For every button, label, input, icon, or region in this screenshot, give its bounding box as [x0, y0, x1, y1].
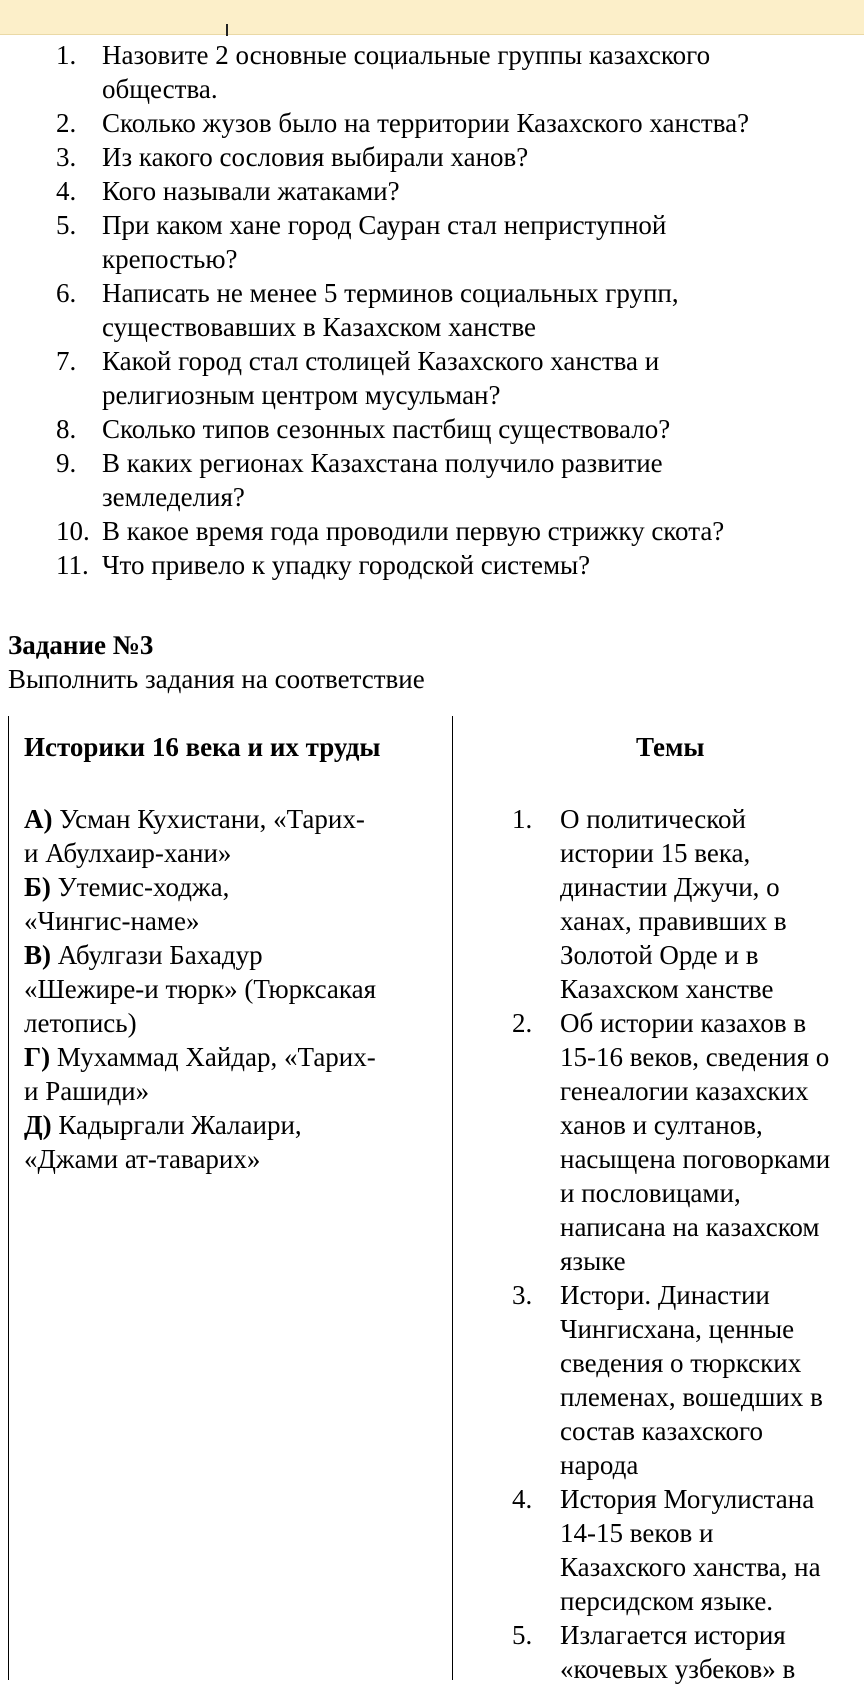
topic-number: 2.: [512, 1008, 533, 1038]
historian-text: и Рашиди»: [24, 1076, 150, 1106]
historian-text: Утемис-ходжа,: [50, 872, 230, 902]
question-text-line: Назовите 2 основные социальные группы казахского: [102, 40, 711, 70]
topic-text-line: и пословицами,: [560, 1178, 741, 1208]
historian-text: Мухаммад Хайдар, «Тарих-: [50, 1042, 376, 1072]
topic-text-line: История Могулистана: [560, 1484, 815, 1514]
topic-text-line: племенах, вошедших в: [560, 1382, 823, 1412]
question-number: 8.: [56, 414, 77, 444]
question-text-line: Сколько типов сезонных пастбищ существовало?: [102, 414, 671, 444]
topic-text-line: Золотой Орде и в: [560, 940, 759, 970]
historian-text: и Абулхаир-хани»: [24, 838, 232, 868]
question-text-line: Кого называли жатаками?: [102, 176, 400, 206]
question-text-line: Что привело к упадку городской системы?: [102, 550, 591, 580]
topic-text-line: истории 15 века,: [560, 838, 751, 868]
question-text-line: Из какого сословия выбирали ханов?: [102, 142, 529, 172]
historian-text: Усман Кухистани, «Тарих-: [52, 804, 365, 834]
question-text-line: существовавших в Казахском ханстве: [102, 312, 537, 342]
topic-text-line: народа: [560, 1450, 639, 1480]
cut-off-text-fragment: [226, 24, 228, 36]
historian-text: Кадыргали Жалаири,: [51, 1110, 302, 1140]
question-number: 5.: [56, 210, 77, 240]
topic-text-line: 14-15 веков и: [560, 1518, 714, 1548]
question-number: 1.: [56, 40, 77, 70]
question-list: [0, 38, 864, 582]
question-text-line: В каких регионах Казахстана получило развитие: [102, 448, 663, 478]
topic-text-line: Излагается история: [560, 1620, 786, 1650]
topic-text-line: Чингисхана, ценные: [560, 1314, 795, 1344]
question-text-line: Какой город стал столицей Казахского ханства и: [102, 346, 660, 376]
historian-text: Абулгази Бахадур: [51, 940, 263, 970]
question-number: 10.: [56, 516, 90, 546]
question-item: [0, 174, 864, 208]
table-header-separator-left: [8, 796, 9, 798]
topic-text-line: Казахского ханства, на: [560, 1552, 821, 1582]
topic-text-line: написана на казахском: [560, 1212, 820, 1242]
topic-text-line: насыщена поговорками: [560, 1144, 831, 1174]
question-number: 7.: [56, 346, 77, 376]
topic-text-line: Истори. Династии: [560, 1280, 770, 1310]
question-number: 2.: [56, 108, 77, 138]
question-text-line: Написать не менее 5 терминов социальных групп,: [102, 278, 679, 308]
task-title: Задание №3: [8, 630, 154, 660]
topic-number: 4.: [512, 1484, 533, 1514]
question-item: [0, 514, 864, 548]
historian-text: летопись): [24, 1008, 137, 1038]
topic-text-line: состав казахского: [560, 1416, 763, 1446]
question-number: 4.: [56, 176, 77, 206]
topic-item: [0, 1482, 830, 1618]
question-number: 6.: [56, 278, 77, 308]
question-text-line: Сколько жузов было на территории Казахского ханства?: [102, 108, 750, 138]
question-text-line: крепостью?: [102, 244, 238, 274]
question-item: [0, 276, 864, 344]
historian-text: «Шежире-и тюрк» (Тюрксакая: [24, 974, 377, 1004]
topic-text-line: династии Джучи, о: [560, 872, 780, 902]
question-item: [0, 446, 864, 514]
question-text-line: религиозным центром мусульман?: [102, 380, 501, 410]
topic-text-line: ханах, правивших в: [560, 906, 787, 936]
topics-list: [0, 802, 830, 1686]
question-text-line: земледелия?: [102, 482, 245, 512]
topic-item: [0, 802, 830, 1006]
topic-text-line: персидском языке.: [560, 1586, 774, 1616]
question-item: [0, 344, 864, 412]
question-number: 11.: [56, 550, 89, 580]
question-text-line: общества.: [102, 74, 218, 104]
historian-letter: Г): [24, 1042, 51, 1072]
topic-text-line: Об истории казахов в: [560, 1008, 807, 1038]
question-item: [0, 106, 864, 140]
topic-number: 3.: [512, 1280, 533, 1310]
topic-text-line: генеалогии казахских: [560, 1076, 809, 1106]
historian-letter: А): [24, 804, 53, 834]
topic-number: 1.: [512, 804, 533, 834]
topic-text-line: языке: [560, 1246, 626, 1276]
question-text-line: При каком хане город Сауран стал неприступной: [102, 210, 667, 240]
topic-item: [0, 1278, 830, 1482]
question-item: [0, 140, 864, 174]
topic-text-line: сведения о тюркских: [560, 1348, 802, 1378]
historian-letter: Б): [24, 872, 51, 902]
topic-text-line: ханов и султанов,: [560, 1110, 763, 1140]
historian-letter: Д): [24, 1110, 52, 1140]
topic-number: 5.: [512, 1620, 533, 1650]
topic-text-line: Казахском ханстве: [560, 974, 774, 1004]
question-text-line: В какое время года проводили первую стрижку скота?: [102, 516, 725, 546]
table-header-historians: Историки 16 века и их труды: [24, 732, 381, 762]
top-banner: [0, 0, 864, 35]
question-item: [0, 208, 864, 276]
question-item: [0, 548, 864, 582]
table-header-topics: Темы: [636, 732, 705, 762]
question-item: [0, 412, 864, 446]
topic-text-line: 15-16 веков, сведения о: [560, 1042, 830, 1072]
topic-text-line: «кочевых узбеков» в: [560, 1654, 796, 1684]
topic-text-line: О политической: [560, 804, 746, 834]
topic-item: [0, 1006, 830, 1278]
topic-item: [0, 1618, 830, 1686]
question-item: [0, 38, 864, 106]
historian-letter: В): [24, 940, 51, 970]
historian-text: «Чингис-наме»: [24, 906, 200, 936]
question-number: 9.: [56, 448, 77, 478]
task-subtitle: Выполнить задания на соответствие: [8, 664, 425, 694]
question-number: 3.: [56, 142, 77, 172]
historian-text: «Джами ат-таварих»: [24, 1144, 261, 1174]
